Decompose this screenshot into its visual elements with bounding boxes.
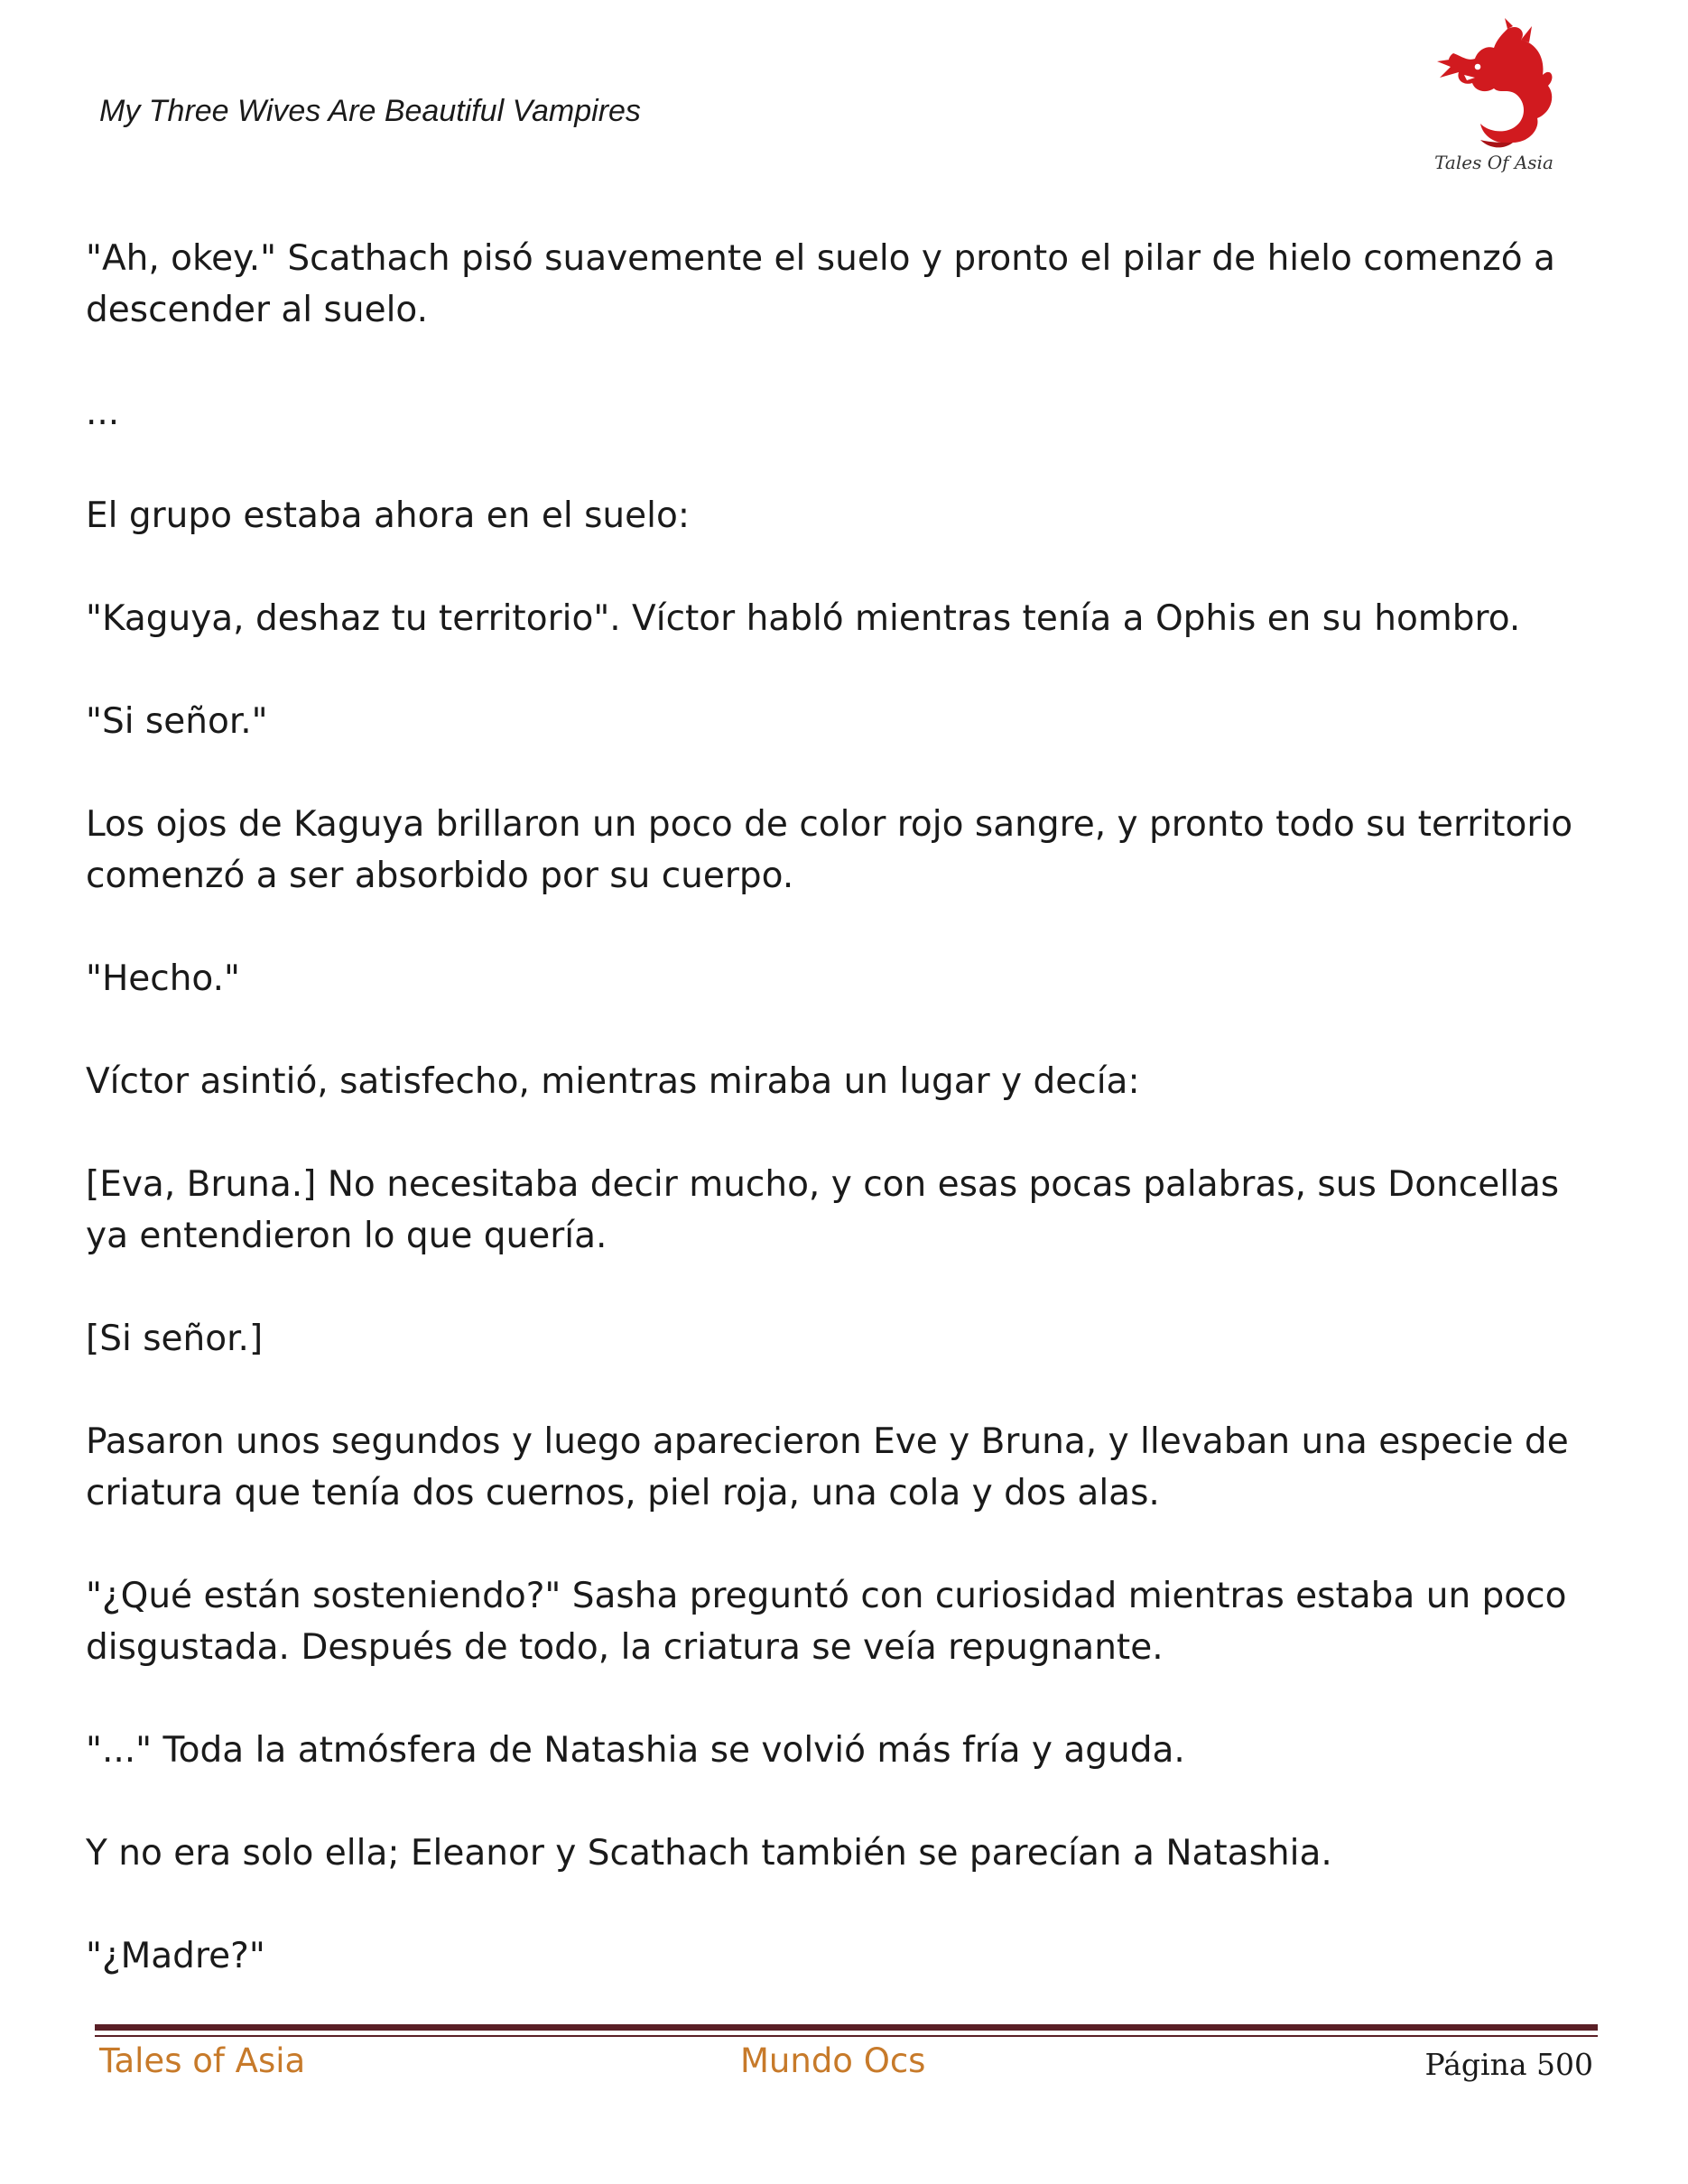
body-text [86,233,1602,2033]
paragraph: "Kaguya, deshaz tu territorio". Víctor habló mientras tenía a Ophis en su hombro. [86,598,1521,639]
paragraph: ... [86,393,120,433]
paragraph: "¿Qué están sosteniendo?" Sasha preguntó con curiosidad mientras estaba un poco disgustada. Después de todo, la criatura se veía repugnante. [86,1576,1567,1668]
paragraph: "¿Madre?" [86,1936,265,1976]
paragraph: [Eva, Bruna.] No necesitaba decir mucho, y con esas pocas palabras, sus Doncellas ya entendieron lo que quería. [86,1164,1560,1256]
logo-text: Tales Of Asia [1434,152,1554,173]
paragraph: Y no era solo ella; Eleanor y Scathach también se parecían a Natashia. [86,1833,1332,1874]
footer-publisher: Tales of Asia [99,2041,306,2080]
header-title: My Three Wives Are Beautiful Vampires [99,94,641,128]
footer-page-number: Página 500 [1424,2047,1593,2082]
paragraph: Los ojos de Kaguya brillaron un poco de color rojo sangre, y pronto todo su territorio comenzó a ser absorbido por su cuerpo. [86,804,1573,896]
logo [1426,18,1562,180]
footer-divider-thin [95,2035,1598,2037]
paragraph: "Ah, okey." Scathach pisó suavemente el suelo y pronto el pilar de hielo comenzó a descender al suelo. [86,238,1555,330]
footer-divider [95,2024,1598,2031]
paragraph: "..." Toda la atmósfera de Natashia se volvió más fría y aguda. [86,1730,1185,1771]
red-dragon-icon [1426,18,1562,153]
paragraph: [Si señor.] [86,1319,264,1359]
paragraph: "Si señor." [86,701,268,742]
paragraph: Pasaron unos segundos y luego aparecieron Eve y Bruna, y llevaban una especie de criatura que tenía dos cuernos, piel roja, una cola y dos alas. [86,1421,1569,1513]
paragraph: "Hecho." [86,958,240,999]
footer-section: Mundo Ocs [740,2041,926,2080]
paragraph: El grupo estaba ahora en el suelo: [86,495,690,536]
paragraph: Víctor asintió, satisfecho, mientras miraba un lugar y decía: [86,1061,1140,1102]
